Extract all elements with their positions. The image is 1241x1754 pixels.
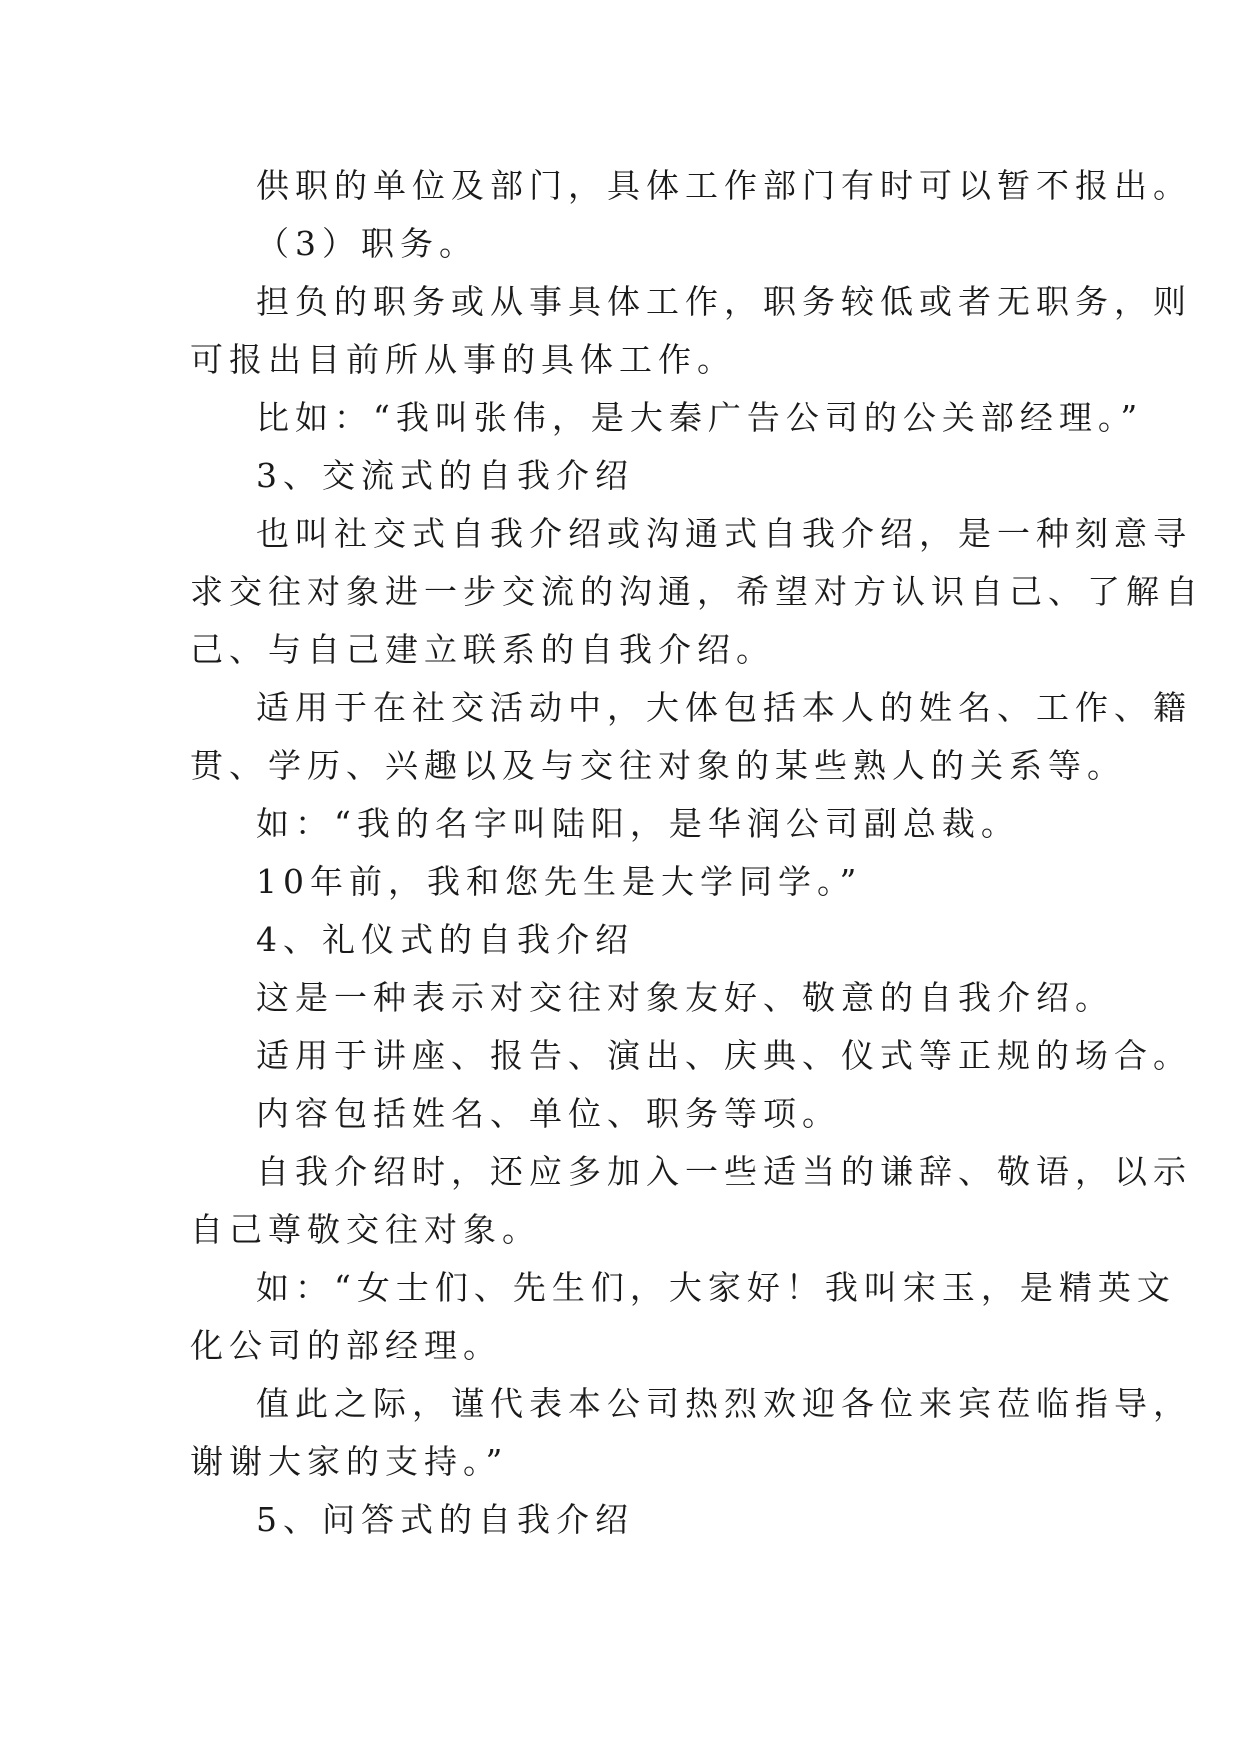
paragraph-line: 如：“女士们、先生们，大家好！我叫宋玉，是精英文 — [256, 1268, 1176, 1307]
paragraph-line: 内容包括姓名、单位、职务等项。 — [256, 1094, 841, 1133]
section-heading: 3、交流式的自我介绍 — [256, 456, 634, 495]
paragraph-line: 比如：“我叫张伟，是大秦广告公司的公关部经理。” — [256, 398, 1144, 437]
paragraph-line: （3）职务。 — [256, 224, 478, 263]
paragraph-line: 谢谢大家的支持。” — [190, 1442, 509, 1481]
paragraph-line: 可报出目前所从事的具体工作。 — [190, 340, 736, 379]
paragraph-line: 自己尊敬交往对象。 — [190, 1210, 541, 1249]
paragraph-line: 如：“我的名字叫陆阳，是华润公司副总裁。 — [256, 804, 1020, 843]
paragraph-line: 这是一种表示对交往对象友好、敬意的自我介绍。 — [256, 978, 1114, 1017]
paragraph-line: 化公司的部经理。 — [190, 1326, 502, 1365]
section-heading: 5、问答式的自我介绍 — [256, 1500, 634, 1539]
paragraph-line: 己、与自己建立联系的自我介绍。 — [190, 630, 775, 669]
paragraph-line: 自我介绍时，还应多加入一些适当的谦辞、敬语，以示 — [256, 1152, 1192, 1191]
paragraph-line: 担负的职务或从事具体工作，职务较低或者无职务，则 — [256, 282, 1192, 321]
paragraph-line: 适用于讲座、报告、演出、庆典、仪式等正规的场合。 — [256, 1036, 1192, 1075]
section-heading: 4、礼仪式的自我介绍 — [256, 920, 634, 959]
paragraph-line: 10年前，我和您先生是大学同学。” — [256, 862, 863, 901]
paragraph-line: 值此之际，谨代表本公司热烈欢迎各位来宾莅临指导， — [256, 1384, 1192, 1423]
paragraph-line: 适用于在社交活动中，大体包括本人的姓名、工作、籍 — [256, 688, 1192, 727]
paragraph-line: 也叫社交式自我介绍或沟通式自我介绍，是一种刻意寻 — [256, 514, 1192, 553]
paragraph-line: 贯、学历、兴趣以及与交往对象的某些熟人的关系等。 — [190, 746, 1126, 785]
paragraph-line: 求交往对象进一步交流的沟通，希望对方认识自己、了解自 — [190, 572, 1204, 611]
paragraph-line: 供职的单位及部门，具体工作部门有时可以暂不报出。 — [256, 166, 1192, 205]
